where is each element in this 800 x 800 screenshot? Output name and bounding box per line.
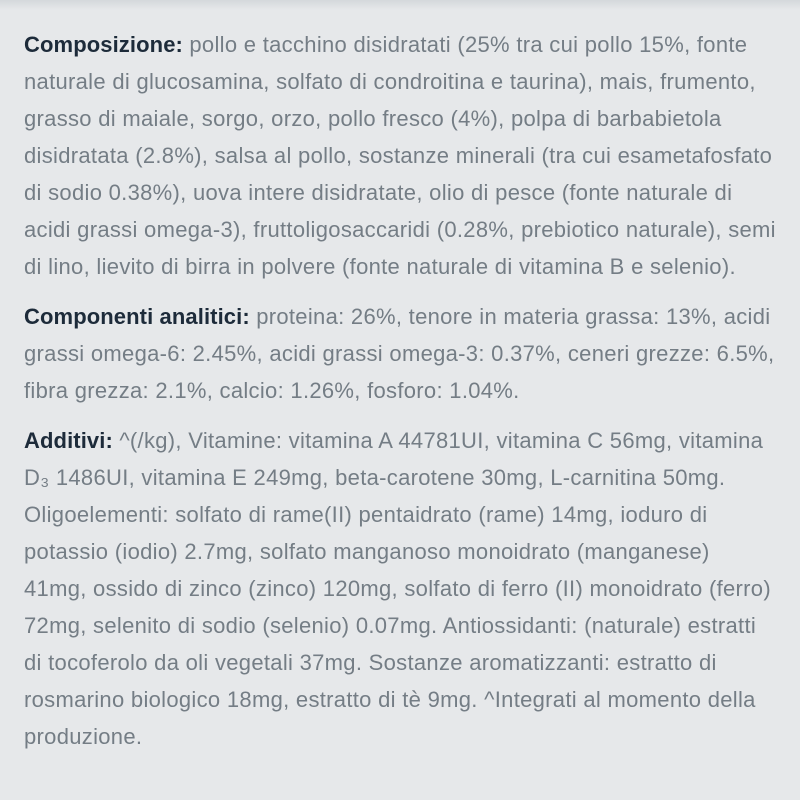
composition-paragraph [24, 26, 776, 285]
additives-label: Additivi: [24, 428, 113, 453]
composition-text: pollo e tacchino disidratati (25% tra cui pollo 15%, fonte naturale di glucosamina, solfato di condroitina e taurina), mais, frumento, grasso di maiale, sorgo, orzo, pollo fresco (4%), polpa di barbabietola disidratata (2.8%), salsa al pollo, sostanze minerali (tra cui esametafosfato di sodio 0.38%), uova intere disidratate, olio di pesce (fonte naturale di acidi grassi omega-3), fruttoligosaccaridi (0.28%, prebiotico naturale), semi di lino, lievito di birra in polvere (fonte naturale di vitamina B e selenio). [24, 32, 776, 279]
top-edge-shadow [0, 0, 800, 10]
analytical-components-paragraph [24, 298, 776, 409]
analytical-components-text: proteina: 26%, tenore in materia grassa: 13%, acidi grassi omega-6: 2.45%, acidi grassi omega-3: 0.37%, ceneri grezze: 6.5%, fibra grezza: 2.1%, calcio: 1.26%, fosforo: 1.04%. [24, 304, 775, 403]
additives-text: ^(/kg), Vitamine: vitamina A 44781UI, vitamina C 56mg, vitamina D₃ 1486UI, vitamina E 249mg, beta-carotene 30mg, L-carnitina 50mg. Oligoelementi: solfato di rame(II) pentaidrato (rame) 14mg, ioduro di potassio (iodio) 2.7mg, solfato manganoso monoidrato (manganese) 41mg, ossido di zinco (zinco) 120mg, solfato di ferro (II) monoidrato (ferro) 72mg, selenito di sodio (selenio) 0.07mg. Antiossidanti: (naturale) estratti di tocoferolo da oli vegetali 37mg. Sostanze aromatizzanti: estratto di rosmarino biologico 18mg, estratto di tè 9mg. ^Integrati al momento della produzione. [24, 428, 771, 749]
additives-paragraph [24, 422, 776, 755]
composition-label: Composizione: [24, 32, 183, 57]
analytical-components-label: Componenti analitici: [24, 304, 250, 329]
